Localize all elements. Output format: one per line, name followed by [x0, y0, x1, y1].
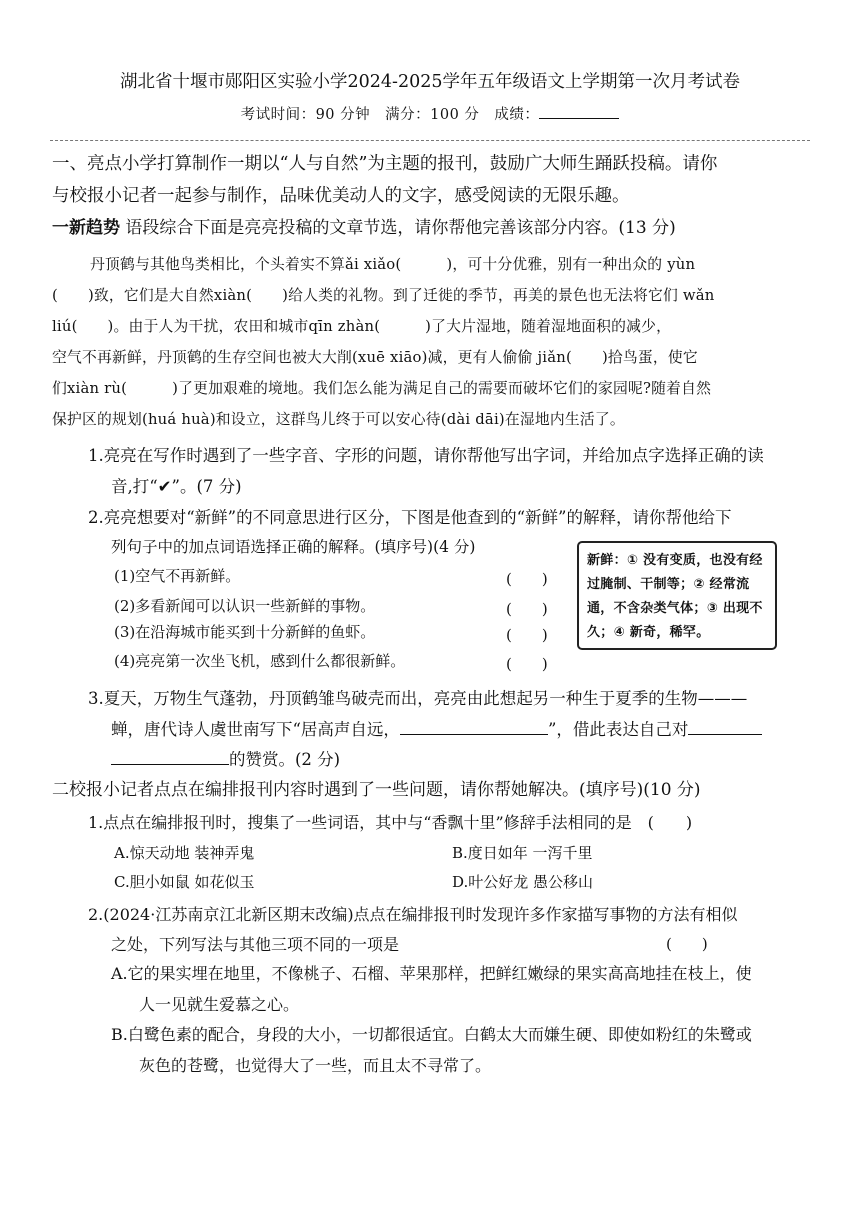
s2-q1-option-a[interactable]: A.惊天动地 装神弄鬼: [114, 844, 255, 862]
q2-answer-3[interactable]: ( ): [506, 626, 548, 644]
passage-line-3: liú( )。由于人为干扰，农田和城市qīn zhàn( )了大片湿地，随着湿地面积的减少，: [52, 318, 672, 335]
subject-blank-part1[interactable]: [688, 720, 762, 735]
s2-q2-answer[interactable]: ( ): [666, 935, 708, 953]
exam-meta: [0, 104, 860, 125]
section2-heading: 二校报小记者点点在编排报刊内容时遇到了一些问题，请你帮她解决。(填序号)(10 分): [52, 780, 701, 800]
passage-line-4: 空气不再新鲜，丹顶鹤的生存空间也被大大削(xuē xiāo)减，更有人偷偷 jiǎn( )拾鸟蛋，使它: [52, 349, 698, 366]
header-divider: [50, 140, 810, 141]
q1-line1: 1.亮亮在写作时遇到了一些字音、字形的问题，请你帮他写出字词，并给加点字选择正确的读: [88, 446, 764, 465]
q2-item-1: (1)空气不再新鲜。: [114, 567, 241, 585]
s2-q1-option-c[interactable]: C.胆小如鼠 如花似玉: [114, 873, 255, 891]
section1-intro-line1: 一、亮点小学打算制作一期以“人与自然”为主题的报刊，鼓励广大师生踊跃投稿。请你: [52, 154, 718, 174]
exam-title: 湖北省十堰市郧阳区实验小学2024-2025学年五年级语文上学期第一次月考试卷: [120, 72, 740, 92]
s2-q2-option-a-line1[interactable]: A.它的果实埋在地里，不像桃子、石榴、苹果那样，把鲜红嫩绿的果实高高地挂在枝上，使: [111, 964, 752, 983]
q2-answer-4[interactable]: ( ): [506, 655, 548, 673]
q2-answer-1[interactable]: ( ): [506, 570, 548, 588]
q2-item-4: (4)亮亮第一次坐飞机，感到什么都很新鲜。: [114, 652, 406, 670]
q3-line2-text-a: 蝉，唐代诗人虞世南写下“居高声自远，: [111, 720, 400, 739]
q3-line2-text-b: ”，借此表达自己对: [547, 720, 689, 739]
s2-q2-option-b-line2: 灰色的苍鹭，也觉得大了一些，而且太不寻常了。: [139, 1056, 492, 1075]
q3-line3-text: 的赞赏。(2 分): [229, 750, 341, 769]
passage-line-1: 丹顶鹤与其他鸟类相比，个头着实不算ǎi xiǎo( )，可十分优雅，别有一种出众的 yùn: [90, 256, 696, 273]
passage-line-5: 们xiàn rù( )了更加艰难的境地。我们怎么能为满足自己的需要而破坏它们的家园呢?随着自然: [52, 380, 712, 397]
s2-q1-stem: 1.点点在编排报刊时，搜集了一些词语，其中与“香飘十里”修辞手法相同的是 ( ): [88, 813, 693, 832]
q2-line2: 列句子中的加点词语选择正确的解释。(填序号)(4 分): [111, 538, 476, 556]
subheading-text: 语段综合下面是亮亮投稿的文章节选，请你帮他完善该部分内容。(13 分): [120, 218, 676, 238]
section1-subheading: [52, 217, 676, 241]
s2-q1-option-b[interactable]: B.度日如年 一泻千里: [452, 844, 593, 862]
passage-line-2: ( )致，它们是大自然xiàn( )给人类的礼物。到了迁徙的季节，再美的景色也无法将它们 wǎn: [52, 287, 715, 304]
s2-q2-stem-line1: 2.(2024·江苏南京江北新区期末改编)点点在编排报刊时发现许多作家描写事物的方法有相似: [88, 905, 738, 924]
q3-line1: 3.夏天，万物生气蓬勃，丹顶鹤雏鸟破壳而出，亮亮由此想起另一种生于夏季的生物———: [88, 689, 748, 708]
q2-answer-2[interactable]: ( ): [506, 600, 548, 618]
q3-line3: [111, 748, 340, 771]
passage-line-6: 保护区的规划(huá huà)和设立，这群鸟儿终于可以安心待(dài dāi)在湿地内生活了。: [52, 411, 625, 428]
s2-q2-option-a-line2: 人一见就生爱慕之心。: [139, 995, 300, 1014]
s2-q2-stem-line2: 之处，下列写法与其他三项不同的一项是: [111, 935, 400, 954]
score-blank[interactable]: [539, 104, 619, 119]
exam-meta-text: 考试时间：90 分钟 满分：100 分 成绩：: [240, 107, 540, 123]
poem-blank[interactable]: [400, 720, 548, 735]
q1-line2: 音,打“✔”。(7 分): [111, 477, 242, 496]
subject-blank-part2[interactable]: [111, 750, 229, 765]
q2-item-2: (2)多看新闻可以认识一些新鲜的事物。: [114, 597, 376, 615]
s2-q1-option-d[interactable]: D.叶公好龙 愚公移山: [452, 873, 594, 891]
subheading-tag: 一新趋势: [52, 218, 120, 238]
q2-line1: 2.亮亮想要对“新鲜”的不同意思进行区分，下图是他查到的“新鲜”的解释，请你帮他给下: [88, 508, 732, 527]
definition-box: 新鲜：① 没有变质，也没有经过腌制、干制等；② 经常流通，不含杂类气体；③ 出现不久；④ 新奇，稀罕。: [577, 541, 777, 650]
s2-q2-option-b-line1[interactable]: B.白鹭色素的配合，身段的大小，一切都很适宜。白鹤太大而嫌生硬、即使如粉红的朱鹭或: [111, 1025, 752, 1044]
section1-intro-line2: 与校报小记者一起参与制作，品味优美动人的文字，感受阅读的无限乐趣。: [52, 186, 630, 206]
q2-item-3: (3)在沿海城市能买到十分新鲜的鱼虾。: [114, 623, 376, 641]
q3-line2: [111, 718, 762, 741]
